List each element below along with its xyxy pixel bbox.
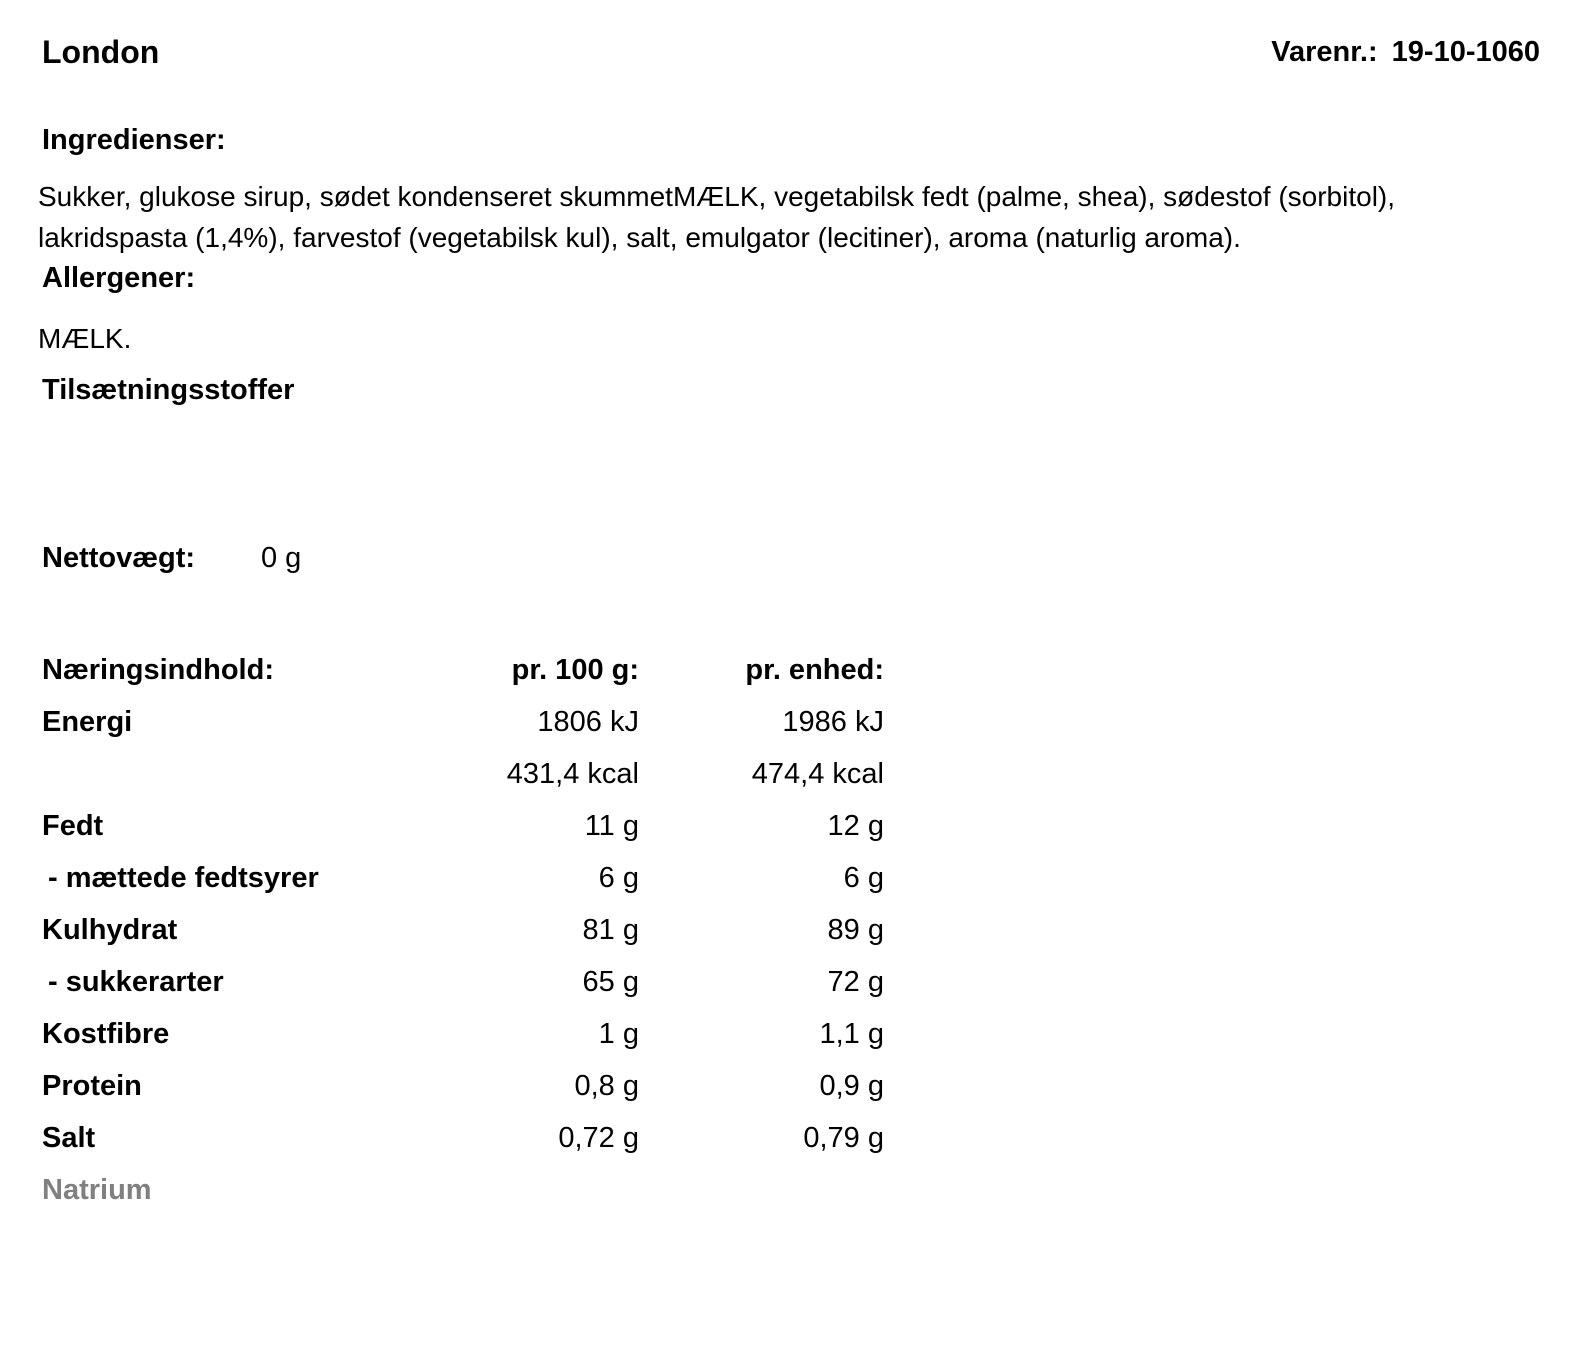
ingredients-text: Sukker, glukose sirup, sødet kondenseret skummetMÆLK, vegetabilsk fedt (palme, shea), sødestof (sorbitol), lakridspasta (1,4%), farvestof (vegetabilsk kul), salt, emulgator (lecitiner), aroma (naturlig aroma). bbox=[38, 181, 1396, 253]
nutrient-label: Kostfibre bbox=[42, 1018, 170, 1050]
nutrition-row bbox=[0, 858, 1570, 910]
nutrient-per100: 81 g bbox=[582, 914, 639, 946]
item-number-label: Varenr.: bbox=[1271, 36, 1378, 68]
nutrition-row bbox=[0, 702, 1570, 754]
nutrient-label: Fedt bbox=[42, 810, 104, 842]
nutrient-label: - mættede fedtsyrer bbox=[48, 862, 319, 894]
nutrition-header-row bbox=[0, 650, 1570, 702]
nutrition-row bbox=[0, 754, 1570, 806]
product-title: London bbox=[42, 34, 160, 70]
nutrient-per100: 431,4 kcal bbox=[506, 758, 639, 790]
nutrient-perunit: 1986 kJ bbox=[782, 706, 884, 738]
nutrient-perunit: 72 g bbox=[827, 966, 884, 998]
nutrient-perunit: 12 g bbox=[827, 810, 884, 842]
nutrient-perunit: 0,9 g bbox=[819, 1070, 884, 1102]
nutrient-label: Energi bbox=[42, 706, 133, 738]
nutrition-row-natrium bbox=[0, 1170, 1570, 1222]
nutrient-perunit: 1,1 g bbox=[819, 1018, 884, 1050]
nutrient-perunit: 89 g bbox=[827, 914, 884, 946]
nutrition-table bbox=[0, 650, 1570, 1222]
nutrient-perunit: 6 g bbox=[843, 862, 884, 894]
nutrient-per100: 11 g bbox=[584, 810, 639, 842]
nutrient-per100: 0,72 g bbox=[558, 1122, 639, 1154]
ingredients-heading: Ingredienser: bbox=[42, 124, 226, 156]
nutrient-perunit: 474,4 kcal bbox=[751, 758, 884, 790]
nutrient-per100: 0,8 g bbox=[574, 1070, 639, 1102]
nutrient-label: Salt bbox=[42, 1122, 96, 1154]
nutrition-row bbox=[0, 806, 1570, 858]
natrium-label: Natrium bbox=[42, 1174, 152, 1206]
nutrient-label: Protein bbox=[42, 1070, 142, 1102]
allergens-heading: Allergener: bbox=[42, 262, 196, 294]
nutrient-perunit: 0,79 g bbox=[803, 1122, 884, 1154]
item-number-value: 19-10-1060 bbox=[1391, 36, 1540, 68]
net-weight-value: 0 g bbox=[261, 542, 302, 574]
nutrition-heading: Næringsindhold: bbox=[42, 654, 274, 686]
nutrition-row bbox=[0, 962, 1570, 1014]
nutrition-row bbox=[0, 1066, 1570, 1118]
nutrition-row bbox=[0, 1118, 1570, 1170]
nutrient-per100: 1806 kJ bbox=[537, 706, 639, 738]
nutrient-per100: 65 g bbox=[582, 966, 639, 998]
nutrition-row bbox=[0, 1014, 1570, 1066]
item-number bbox=[1271, 36, 1540, 69]
nutrient-label: - sukkerarter bbox=[48, 966, 224, 998]
nutrition-row bbox=[0, 910, 1570, 962]
nutrient-per100: 6 g bbox=[598, 862, 639, 894]
per100-header: pr. 100 g: bbox=[511, 654, 639, 686]
additives-heading: Tilsætningsstoffer bbox=[42, 374, 295, 406]
nutrient-per100: 1 g bbox=[598, 1018, 639, 1050]
allergens-text: MÆLK. bbox=[38, 323, 132, 354]
net-weight-label: Nettovægt: bbox=[42, 542, 196, 574]
perunit-header: pr. enhed: bbox=[745, 654, 884, 686]
nutrient-label: Kulhydrat bbox=[42, 914, 178, 946]
